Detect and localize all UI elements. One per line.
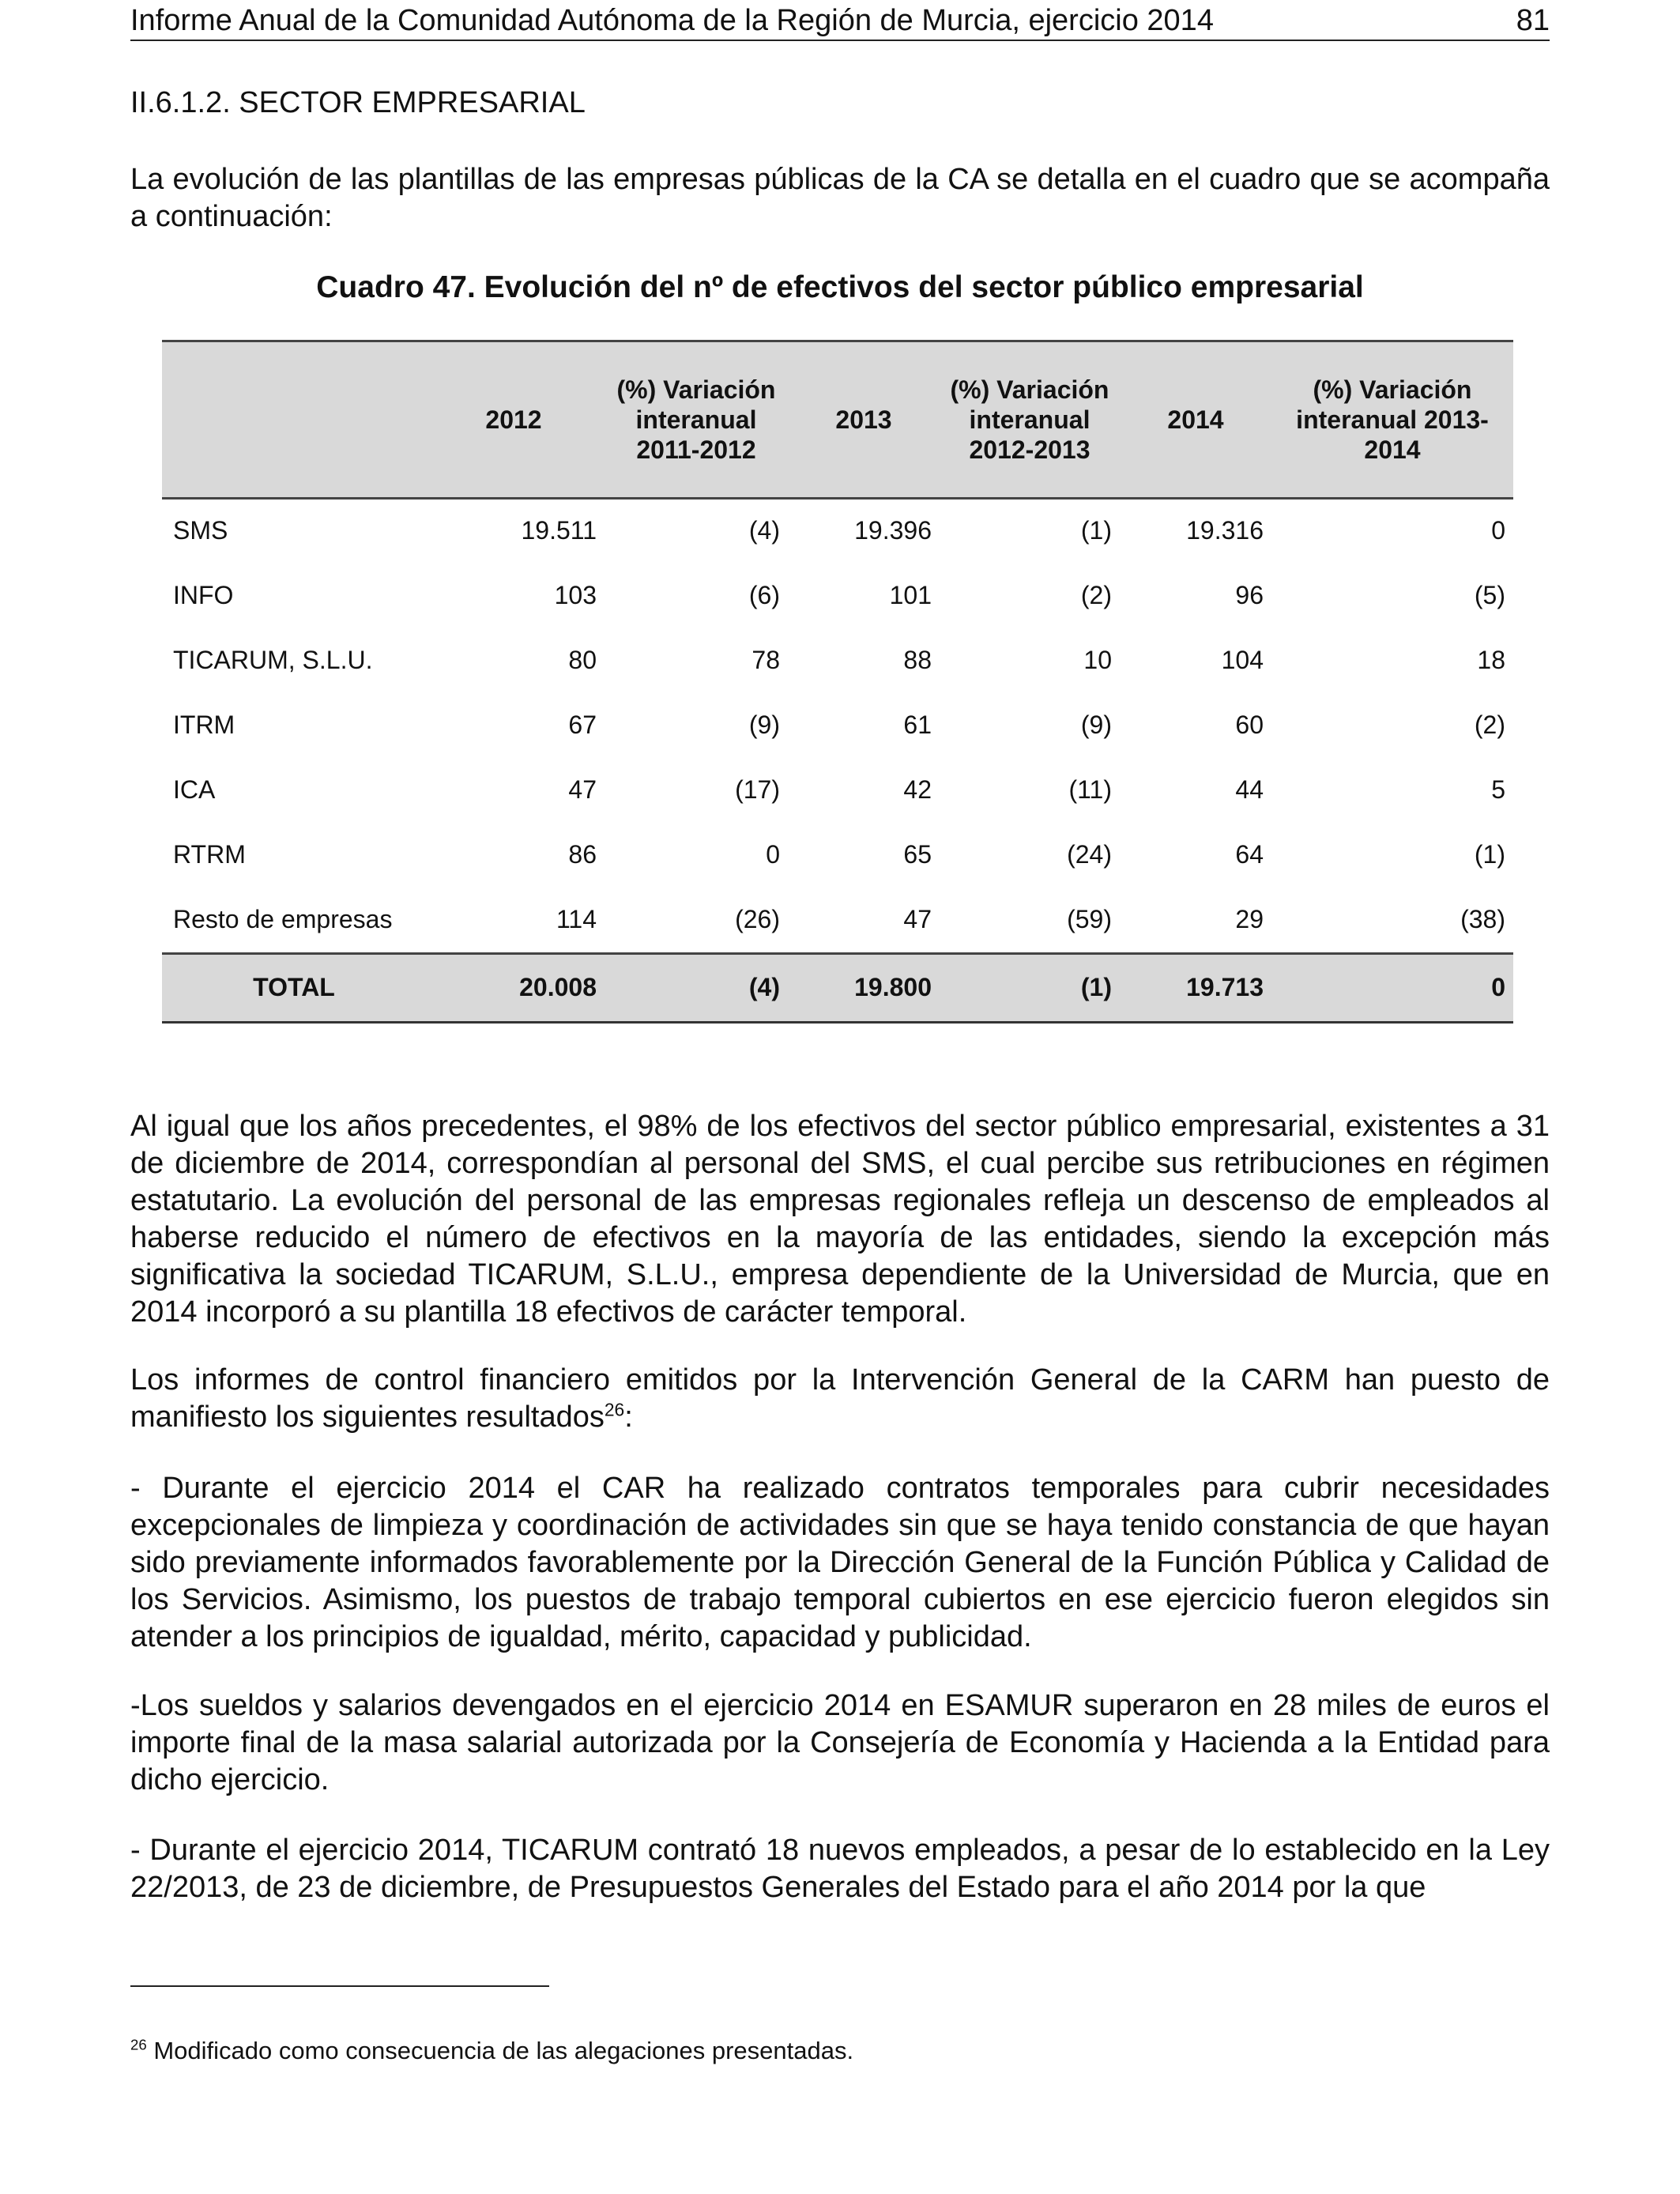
column-header: (%) Variación interanual 2011-2012 [605, 341, 788, 499]
table-cell: 60 [1235, 711, 1264, 739]
table-cell: (5) [1474, 581, 1505, 609]
table-cell: 10 [1083, 646, 1112, 674]
row-label: RTRM [173, 840, 246, 869]
table-cell: (24) [1067, 840, 1112, 869]
table-cell: 19.511 [521, 516, 597, 545]
total-cell: 19.800 [788, 953, 940, 1022]
table-cell: 64 [1235, 840, 1264, 869]
table-cell: (4) [748, 516, 780, 545]
paragraph-2-end: : [624, 1400, 633, 1434]
paragraph-1: Al igual que los años precedentes, el 98% de los efectivos del sector público empresarial, existentes a 31 de diciembre de 2014, correspondían al personal del SMS, el cual percibe sus retribuciones en régimen estatutario. La evolución del personal de las empresas regionales refleja un descenso de empleados al haberse reducido el número de efectivos en la mayoría de las entidades, siendo la excepción más significativa la sociedad TICARUM, S.L.U., empresa dependiente de la Universidad de Murcia, que en 2014 incorporó a su plantilla 18 efectivos de carácter temporal. [130, 1110, 1550, 1329]
table-cell: (1) [1474, 840, 1505, 869]
table-row [162, 758, 1513, 823]
table-cell: (9) [1080, 711, 1112, 739]
table-cell: 80 [568, 646, 597, 674]
column-header: (%) Variación interanual 2013-2014 [1271, 341, 1513, 499]
table-cell: 103 [554, 581, 597, 609]
table-row [162, 499, 1513, 564]
footnote-divider [130, 1985, 549, 1987]
table-cell: (2) [1080, 581, 1112, 609]
table-cell: (11) [1068, 775, 1112, 804]
paragraph-2 [130, 1362, 1550, 1436]
table-row [162, 693, 1513, 758]
header-title: Informe Anual de la Comunidad Autónoma de la Región de Murcia, ejercicio 2014 [130, 4, 1214, 37]
total-cell: (1) [940, 953, 1120, 1022]
table-cell: 67 [568, 711, 597, 739]
table-cell: 96 [1235, 581, 1264, 609]
table-cell: 101 [889, 581, 932, 609]
column-header: 2014 [1120, 341, 1271, 499]
table-header-row [162, 341, 1513, 499]
table-cell: 47 [568, 775, 597, 804]
row-label: SMS [173, 516, 228, 545]
total-label: TOTAL [162, 953, 423, 1022]
row-label: ICA [173, 775, 216, 804]
table-cell: 19.396 [854, 516, 932, 545]
table-cell: 18 [1477, 646, 1505, 674]
paragraph-5: - Durante el ejercicio 2014, TICARUM contrató 18 nuevos empleados, a pesar de lo establecido en la Ley 22/2013, de 23 de diciembre, de Presupuestos Generales del Estado para el año 2014 por la que [130, 1834, 1550, 1904]
table-cell: 47 [903, 905, 932, 933]
table-cell: 61 [903, 711, 932, 739]
table-row [162, 564, 1513, 628]
paragraph-3: - Durante el ejercicio 2014 el CAR ha realizado contratos temporales para cubrir necesidades excepcionales de limpieza y coordinación de actividades sin que se haya tenido constancia de que hayan sido previamente informados favorablemente por la Dirección General de la Función Pública y Calidad de los Servicios. Asimismo, los puestos de trabajo temporal cubiertos en ese ejercicio fueron elegidos sin atender a los principios de igualdad, mérito, capacidad y publicidad. [130, 1472, 1550, 1653]
table-cell: (9) [748, 711, 780, 739]
table-cell: 0 [766, 840, 780, 869]
footnote-number: 26 [130, 2036, 147, 2053]
page-header [130, 2, 1550, 41]
footnote [130, 2035, 853, 2067]
table-row [162, 888, 1513, 954]
section-heading: II.6.1.2. SECTOR EMPRESARIAL [130, 86, 586, 119]
row-label: ITRM [173, 711, 235, 739]
table-cell: (17) [735, 775, 780, 804]
page-number: 81 [1516, 4, 1550, 37]
row-label: INFO [173, 581, 234, 609]
footnote-ref: 26 [604, 1399, 625, 1420]
staff-table [162, 340, 1513, 1023]
table-cell: (59) [1067, 905, 1112, 933]
table-row [162, 823, 1513, 888]
paragraph-2-text: Los informes de control financiero emitidos por la Intervención General de la CARM han puesto de manifiesto los siguientes resultados [130, 1363, 1550, 1434]
table-cell: 0 [1491, 516, 1505, 545]
total-cell: 0 [1271, 953, 1513, 1022]
table-caption: Cuadro 47. Evolución del nº de efectivos del sector público empresarial [316, 270, 1364, 304]
table-cell: 29 [1235, 905, 1264, 933]
table-cell: (26) [735, 905, 780, 933]
table-cell: (38) [1460, 905, 1505, 933]
table-cell: 44 [1235, 775, 1264, 804]
table-cell: 86 [568, 840, 597, 869]
table-cell: 65 [903, 840, 932, 869]
footnote-text: Modificado como consecuencia de las alegaciones presentadas. [153, 2037, 854, 2064]
table-cell: 104 [1221, 646, 1264, 674]
table-cell: (6) [748, 581, 780, 609]
table-cell: (2) [1474, 711, 1505, 739]
total-cell: 19.713 [1120, 953, 1271, 1022]
column-header: (%) Variación interanual 2012-2013 [940, 341, 1120, 499]
column-header [162, 341, 423, 499]
total-cell: 20.008 [423, 953, 605, 1022]
table-cell: 42 [903, 775, 932, 804]
table-cell: 78 [751, 646, 780, 674]
row-label: TICARUM, S.L.U. [173, 646, 373, 674]
total-cell: (4) [605, 953, 788, 1022]
column-header: 2013 [788, 341, 940, 499]
table-cell: 114 [556, 905, 597, 933]
intro-paragraph: La evolución de las plantillas de las empresas públicas de la CA se detalla en el cuadro que se acompaña a continuación: [130, 163, 1550, 233]
table-cell: 5 [1491, 775, 1505, 804]
total-row [162, 953, 1513, 1022]
table-row [162, 628, 1513, 693]
table-cell: (1) [1080, 516, 1112, 545]
column-header: 2012 [423, 341, 605, 499]
row-label: Resto de empresas [173, 905, 393, 933]
table-cell: 19.316 [1186, 516, 1264, 545]
table-cell: 88 [903, 646, 932, 674]
paragraph-4: -Los sueldos y salarios devengados en el ejercicio 2014 en ESAMUR superaron en 28 miles de euros el importe final de la masa salarial autorizada por la Consejería de Economía y Hacienda a la Entidad para dicho ejercicio. [130, 1689, 1550, 1796]
